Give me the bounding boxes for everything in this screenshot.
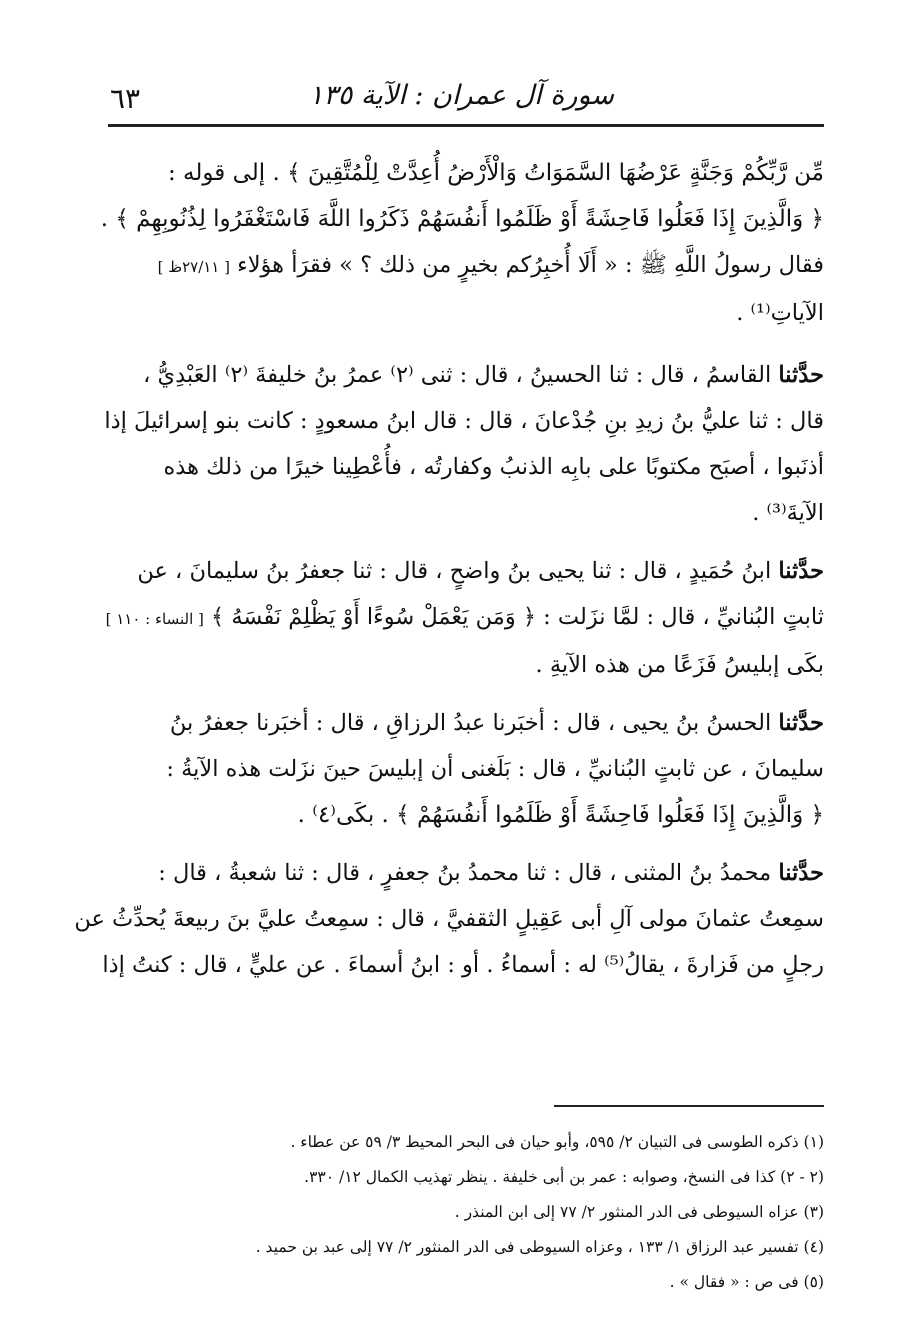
hadith-lead: حدَّثنا [778, 362, 824, 388]
text-line: ﴿ وَالَّذِينَ إِذَا فَعَلُوا فَاحِشَةً أَوْ ظَلَمُوا أَنفُسَهُمْ ﴾ . بكَى⁽٤⁾ . [297, 802, 824, 828]
text-line [108, 700, 824, 746]
paragraph-4 [108, 700, 824, 838]
footnote: (١) ذكره الطوسى فى التبيان ٢/ ٥٩٥، وأبو حيان فى البحر المحيط ٣/ ٥٩ عن عطاء . [290, 1133, 824, 1151]
text-span: القاسمُ ، قال : ثنا الحسينُ ، قال : ثنى ⁽٢⁾ عمرُ بنُ خليفةَ ⁽٢⁾ العَبْدِيُّ ، [143, 362, 772, 388]
text-span: محمدُ بنُ المثنى ، قال : ثنا محمدُ بنُ جعفرٍ ، قال : ثنا شعبةُ ، قال : [158, 860, 772, 886]
page-number: ٦٣ [110, 82, 141, 115]
paragraph-2 [104, 352, 824, 536]
text-span: ابنُ حُمَيدٍ ، قال : ثنا يحيى بنُ واضحٍ ، قال : ثنا جعفرُ بنُ سليمانَ ، عن [137, 558, 772, 584]
text-line: ﴿ وَالَّذِينَ إِذَا فَعَلُوا فَاحِشَةً أَوْ ظَلَمُوا أَنفُسَهُمْ ذَكَرُوا اللَّهَ فَاسْتَغْفَرُوا لِذُنُوبِهِمْ ﴾ . [100, 206, 824, 232]
text-line: الآيةَ⁽³⁾ . [752, 500, 824, 526]
footnotes [150, 1125, 824, 1300]
footnote: (٢ - ٢) كذا فى النسخ، وصوابه : عمر بن أبى خليفة . ينظر تهذيب الكمال ١٢/ ٣٣٠. [304, 1168, 824, 1186]
running-title: سورة آل عمران : الآية ١٣٥ [308, 80, 614, 111]
text-line [108, 352, 824, 398]
surah-reference: [ النساء : ١١٠ ] [105, 610, 204, 628]
text-span: ثابتٍ البُنانيِّ ، قال : لمَّا نزَلت : ﴿ وَمَن يَعْمَلْ سُوءًا أَوْ يَظْلِمْ نَفْسَهُ ﴾ [211, 604, 824, 630]
text-line: أذنَبوا ، أصبَح مكتوبًا على بابِه الذنبُ وكفارتُه ، فأُعْطِينا خيرًا من ذلك هذه [163, 454, 824, 480]
text-line: مِّن رَّبِّكُمْ وَجَنَّةٍ عَرْضُهَا السَّمَوَاتُ وَالْأَرْضُ أُعِدَّتْ لِلْمُتَّقِينَ ﴾ . إلى قوله : [168, 160, 824, 186]
text-line: قال : ثنا عليُّ بنُ زيدِ بنِ جُدْعانَ ، قال : قال ابنُ مسعودٍ : كانت بنو إسرائيلَ إذا [104, 408, 824, 434]
page-header [110, 78, 824, 122]
text-span: فقال رسولُ اللَّهِ ﷺ : « أَلَا أُخبِرُكم بخيرٍ من ذلك ؟ » فقرَأ هؤلاء [237, 252, 824, 278]
footnote: (٣) عزاه السيوطى فى الدر المنثور ٢/ ٧٧ إلى ابن المنذر . [454, 1203, 824, 1221]
paragraph-3 [105, 548, 824, 688]
hadith-lead: حدَّثنا [778, 710, 824, 736]
manuscript-reference: [ ٢٧/١١ظ ] [157, 258, 230, 276]
paragraph-5 [74, 850, 824, 988]
text-line: الآياتِ⁽¹⁾ . [736, 300, 824, 326]
text-span: الحسنُ بنُ يحيى ، قال : أخبَرنا عبدُ الرزاقِ ، قال : أخبَرنا جعفرُ بنُ [169, 710, 772, 736]
text-line: رجلٍ من فَزارةَ ، يقالُ⁽⁵⁾ له : أسماءُ . أو : ابنُ أسماءَ . عن عليٍّ ، قال : كنتُ إذا [102, 952, 824, 978]
main-text [74, 150, 824, 1000]
paragraph-1 [100, 150, 824, 336]
text-line: سمِعتُ عثمانَ مولى آلِ أبى عَقِيلٍ الثقفيَّ ، قال : سمِعتُ عليَّ بنَ ربيعةَ يُحدِّثُ عن [74, 906, 824, 932]
footnote-rule [554, 1105, 824, 1107]
text-line [108, 850, 824, 896]
footnote: (٥) فى ص : « فقال » . [669, 1273, 824, 1291]
text-line [108, 548, 824, 594]
footnote: (٤) تفسير عبد الرزاق ١/ ١٣٣ ، وعزاه السيوطى فى الدر المنثور ٢/ ٧٧ إلى عبد بن حميد . [255, 1238, 824, 1256]
text-line [105, 594, 824, 642]
hadith-lead: حدَّثنا [778, 558, 824, 584]
text-line: بكَى إبليسُ فَزَعًا من هذه الآيةِ . [535, 652, 824, 678]
header-rule [108, 124, 824, 127]
text-line: سليمانَ ، عن ثابتٍ البُنانيِّ ، قال : بَلَغنى أن إبليسَ حينَ نزَلت هذه الآيةُ : [166, 756, 824, 782]
text-line [108, 242, 824, 290]
hadith-lead: حدَّثنا [778, 860, 824, 886]
